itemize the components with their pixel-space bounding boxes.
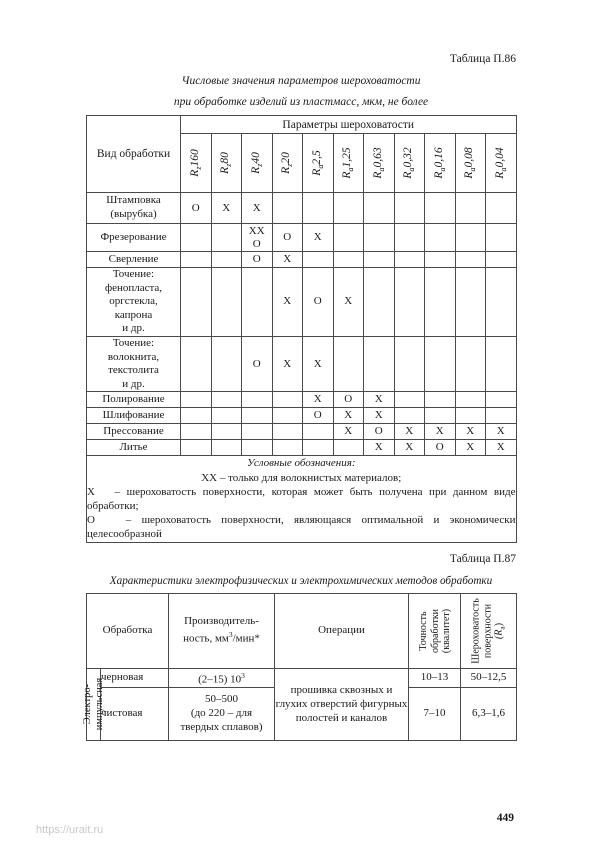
cell-r5-c9 [455,392,486,408]
cell-r6-c6: X [364,408,395,424]
table1-header-row-group [87,116,517,134]
cell-r6-c9 [455,408,486,424]
cell-r2-c7 [394,252,425,268]
header-productivity: Производитель- ность, $мм^3/мин*$ [169,593,275,668]
cell-r1-c3: O [272,224,303,252]
cell-r7-c5: X [333,424,364,440]
cell-r3-c6 [364,268,395,337]
roughness-parameters-table [86,115,517,543]
cell-r3-c2 [242,268,273,337]
table-row [87,440,517,456]
cell-r1-c7 [394,224,425,252]
cell-r2-c5 [333,252,364,268]
row-accuracy-rough: 10–13 [409,668,461,687]
cell-r6-c2 [242,408,273,424]
cell-r7-c3 [272,424,303,440]
cell-r5-c4: X [303,392,334,408]
cell-r3-c0 [181,268,212,337]
table1-row-header-label: Вид обработки [87,116,181,193]
row-label-grinding: Шлифование [87,408,181,424]
row-type-rough: черновая [101,668,169,687]
cell-r3-c7 [394,268,425,337]
header-processing: Обработка [87,593,169,668]
column-header-ra0-32: $R_a0,32$ [394,134,425,193]
cell-r8-c5 [333,440,364,456]
cell-r0-c2: X [242,193,273,224]
cell-r1-c1 [211,224,242,252]
cell-r8-c3 [272,440,303,456]
cell-r2-c10 [486,252,517,268]
cell-r0-c1: X [211,193,242,224]
cell-r2-c3: X [272,252,303,268]
column-header-rz160: $R_z160$ [181,134,212,193]
cell-r4-c5 [333,336,364,391]
cell-r1-c9 [455,224,486,252]
cell-r6-c5: X [333,408,364,424]
group-label-electro-impulse: Электро- импульсная [87,668,101,740]
cell-r4-c2: O [242,336,273,391]
cell-r8-c6: X [364,440,395,456]
cell-r0-c0: O [181,193,212,224]
table2-header-row [87,593,517,668]
legend-xx: ХХ – только для волокнистых материалов; [201,471,402,484]
cell-r3-c1 [211,268,242,337]
row-label-milling: Фрезерование [87,224,181,252]
cell-r0-c7 [394,193,425,224]
cell-r5-c2 [242,392,273,408]
header-accuracy: Точность обработки (квалитет) [409,593,461,668]
cell-r4-c6 [364,336,395,391]
cell-r2-c2: O [242,252,273,268]
cell-r5-c1 [211,392,242,408]
cell-r4-c3: X [272,336,303,391]
column-header-rz20: $R_z20$ [272,134,303,193]
row-roughness-finish: 6,3–1,6 [461,687,517,740]
table2-caption: Характеристики электрофизических и электрохимических методов обработки [109,574,493,587]
cell-r2-c0 [181,252,212,268]
cell-r8-c8: O [425,440,456,456]
cell-r6-c7 [394,408,425,424]
table1-legend-row [87,456,517,542]
header-roughness: Шероховатость поверхности $(R_a)$ [461,593,517,668]
cell-r4-c1 [211,336,242,391]
cell-r2-c6 [364,252,395,268]
cell-r8-c9: X [455,440,486,456]
cell-r6-c1 [211,408,242,424]
cell-r3-c10 [486,268,517,337]
table1-caption-line1: Числовые значения параметров шероховатости [181,75,421,87]
cell-r8-c10: X [486,440,517,456]
cell-r1-c5 [333,224,364,252]
cell-r7-c9: X [455,424,486,440]
cell-r6-c3 [272,408,303,424]
electrophysical-methods-table [81,593,517,741]
cell-r8-c4 [303,440,334,456]
cell-r3-c9 [455,268,486,337]
table-row [87,668,517,687]
cell-r2-c1 [211,252,242,268]
cell-r5-c3 [272,392,303,408]
cell-r4-c7 [394,336,425,391]
cell-r2-c8 [425,252,456,268]
row-label-turning-voloknit: Точение: волокнита, текстолита и др. [87,336,181,391]
row-label-stamping: Штамповка (вырубка) [87,193,181,224]
column-header-rz80: $R_z80$ [211,134,242,193]
cell-r3-c4: O [303,268,334,337]
table-row [87,268,517,337]
cell-r5-c7 [394,392,425,408]
legend-x: Х – шероховатость поверхности, которая может быть получена при данном виде обработки; [87,485,519,512]
cell-r1-c2: XX O [242,224,273,252]
table1-legend [87,456,517,542]
cell-r4-c4: X [303,336,334,391]
cell-r7-c2 [242,424,273,440]
cell-r0-c5 [333,193,364,224]
cell-r0-c4 [303,193,334,224]
table-row [87,336,517,391]
cell-r7-c1 [211,424,242,440]
legend-title: Условные обозначения: [246,457,356,470]
table-row [87,224,517,252]
page-content [81,52,519,741]
cell-r5-c0 [181,392,212,408]
cell-r7-c10: X [486,424,517,440]
cell-r1-c4: X [303,224,334,252]
column-header-ra2-5: $R_a2,5$ [303,134,334,193]
cell-r6-c8 [425,408,456,424]
cell-r4-c10 [486,336,517,391]
cell-r8-c7: X [394,440,425,456]
cell-r4-c9 [455,336,486,391]
row-label-turning-phenoplast: Точение: фенопласта, оргстекла, капрона и др. [87,268,181,337]
cell-r5-c10 [486,392,517,408]
cell-r5-c5: O [333,392,364,408]
cell-r3-c5: X [333,268,364,337]
cell-r0-c9 [455,193,486,224]
row-roughness-rough: 50–12,5 [461,668,517,687]
row-label-casting: Литье [87,440,181,456]
table-row [87,252,517,268]
header-operations: Операции [275,593,409,668]
cell-r0-c8 [425,193,456,224]
cell-r1-c0 [181,224,212,252]
column-header-ra1-25: $R_a1,25$ [333,134,364,193]
cell-r7-c8: X [425,424,456,440]
row-label-drilling: Сверление [87,252,181,268]
cell-r3-c8 [425,268,456,337]
cell-r6-c0 [181,408,212,424]
cell-r3-c3: X [272,268,303,337]
cell-r0-c10 [486,193,517,224]
cell-r1-c10 [486,224,517,252]
row-productivity-finish: 50–500 (до 220 – для твердых сплавов) [169,687,275,740]
cell-r2-c4 [303,252,334,268]
cell-r8-c0 [181,440,212,456]
legend-o: О – шероховатость поверхности, являющаяся оптимальной и экономически целесообразной [87,514,519,541]
table2-number: Таблица П.87 [449,552,516,565]
column-header-ra0-04: $R_a0,04$ [486,134,517,193]
cell-r1-c6 [364,224,395,252]
column-header-ra0-16: $R_a0,16$ [425,134,456,193]
cell-r5-c6: X [364,392,395,408]
cell-r7-c0 [181,424,212,440]
table1-group-header: Параметры шероховатости [181,116,517,134]
row-productivity-rough: (2–15) $10^3$ [169,668,275,687]
column-header-ra0-63: $R_a0,63$ [364,134,395,193]
row-accuracy-finish: 7–10 [409,687,461,740]
cell-r5-c8 [425,392,456,408]
row-type-finish: чистовая [101,687,169,740]
cell-r4-c8 [425,336,456,391]
cell-r2-c9 [455,252,486,268]
row-label-polishing: Полирование [87,392,181,408]
cell-r7-c7: X [394,424,425,440]
cell-r6-c10 [486,408,517,424]
cell-r4-c0 [181,336,212,391]
cell-r7-c4 [303,424,334,440]
table-row [87,424,517,440]
row-label-pressing: Прессование [87,424,181,440]
column-header-rz40: $R_z40$ [242,134,273,193]
cell-r1-c8 [425,224,456,252]
site-watermark: https://urait.ru [36,824,104,836]
table-row [87,193,517,224]
column-header-ra0-08: $R_a0,08$ [455,134,486,193]
page-number: 449 [496,812,514,824]
cell-r6-c4: O [303,408,334,424]
cell-r8-c2 [242,440,273,456]
table1-caption-line2: при обработке изделий из пластмасс, мкм, не более [173,95,429,108]
cell-r7-c6: O [364,424,395,440]
row-operations: прошивка сквозных и глухих отверстий фигурных полостей и каналов [275,668,409,740]
table-row [87,392,517,408]
cell-r0-c3 [272,193,303,224]
table1-number: Таблица П.86 [449,53,516,65]
table-row [87,408,517,424]
cell-r8-c1 [211,440,242,456]
cell-r0-c6 [364,193,395,224]
